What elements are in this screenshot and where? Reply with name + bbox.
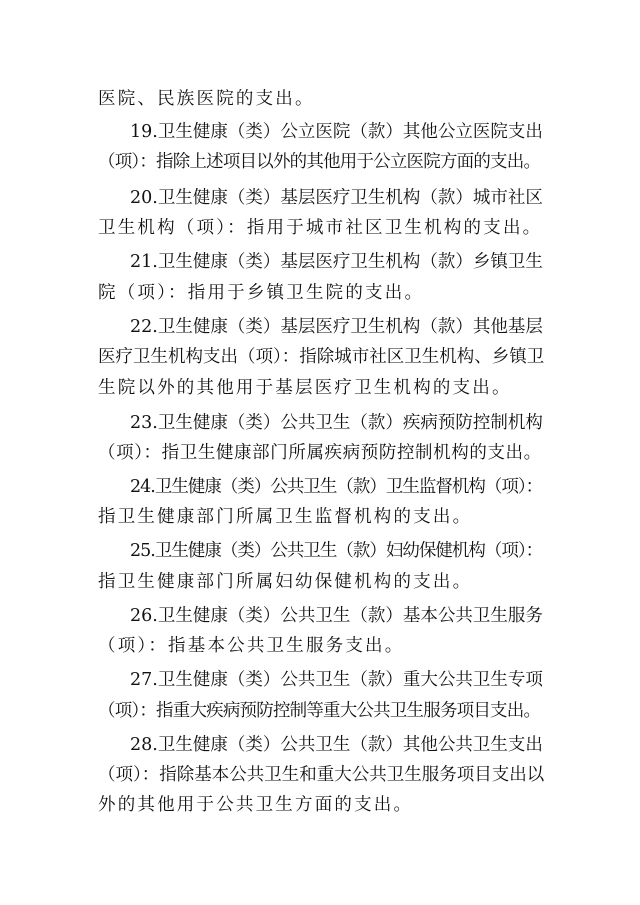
item-28-line: 外的其他用于公共卫生方面的支出。 bbox=[98, 795, 414, 815]
item-21-line: 院（项）：指用于乡镇卫生院的支出。 bbox=[98, 283, 425, 303]
text-line: 医院、民族医院的支出。 bbox=[98, 89, 315, 109]
item-24-line: 24.卫生健康（类）公共卫生（款）卫生监督机构（项）： bbox=[130, 477, 543, 497]
item-27-line: 27.卫生健康（类）公共卫生（款）重大公共卫生专项 bbox=[130, 670, 543, 690]
item-22-line: 医疗卫生机构支出（项）：指除城市社区卫生机构、乡镇卫 bbox=[98, 347, 545, 367]
item-26-line: 26.卫生健康（类）公共卫生（款）基本公共卫生服务 bbox=[130, 606, 543, 626]
item-28-line: 28.卫生健康（类）公共卫生（款）其他公共卫生支出 bbox=[130, 735, 543, 755]
item-20-line: 20.卫生健康（类）基层医疗卫生机构（款）城市社区 bbox=[130, 188, 543, 208]
item-25-line: 25.卫生健康（类）公共卫生（款）妇幼保健机构（项）： bbox=[130, 541, 543, 561]
item-21-line: 21.卫生健康（类）基层医疗卫生机构（款）乡镇卫生 bbox=[130, 252, 543, 272]
item-23-line: 23.卫生健康（类）公共卫生（款）疾病预防控制机构 bbox=[130, 413, 543, 433]
item-26-line: （项）：指基本公共卫生服务支出。 bbox=[98, 636, 405, 656]
item-19-line: 19.卫生健康（类）公立医院（款）其他公立医院支出 bbox=[130, 122, 543, 142]
item-27-line: （项）：指重大疾病预防控制等重大公共卫生服务项目支出。 bbox=[98, 701, 541, 721]
item-23-line: （项）：指卫生健康部门所属疾病预防控制机构的支出。 bbox=[98, 443, 542, 463]
item-28-line: （项）：指除基本公共卫生和重大公共卫生服务项目支出以 bbox=[98, 765, 545, 785]
item-19-line: （项）：指除上述项目以外的其他用于公立医院方面的支出。 bbox=[98, 152, 541, 172]
item-22-line: 22.卫生健康（类）基层医疗卫生机构（款）其他基层 bbox=[130, 317, 543, 337]
item-25-line: 指卫生健康部门所属妇幼保健机构的支出。 bbox=[98, 572, 473, 592]
item-20-line: 卫生机构（项）：指用于城市社区卫生机构的支出。 bbox=[98, 218, 543, 238]
item-22-line: 生院以外的其他用于基层医疗卫生机构的支出。 bbox=[98, 378, 512, 398]
item-24-line: 指卫生健康部门所属卫生监督机构的支出。 bbox=[98, 507, 473, 527]
